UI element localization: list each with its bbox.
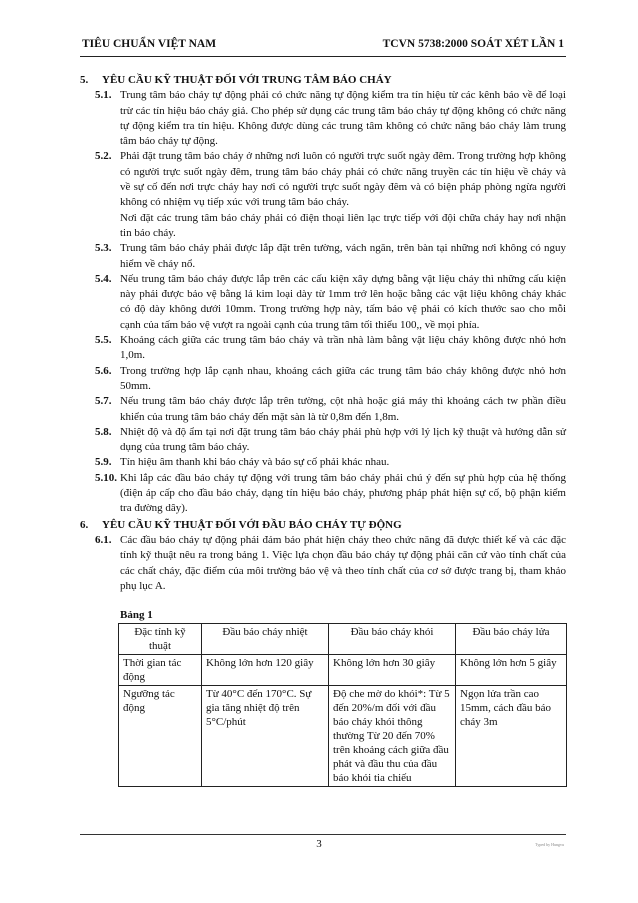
clause: 5.7. Nếu trung tâm báo cháy được lắp trên tường, cột nhà hoặc giá máy thì khoảng cách tw phần điều khiển của trung tâm báo cháy đến mặt sàn là từ 0,8m đến 1,8m.	[95, 395, 566, 423]
clause: 5.2. Phải đặt trung tâm báo cháy ở những nơi luôn có người trực suốt ngày đêm. Trong trường hợp không có người trực suốt ngày đêm, trung tâm báo cháy phải có chức năng truyền các tín hiệu về cháy và về sự cố đến nơi trực cháy hay nơi có người trực suốt ngày đêm và có biện pháp phòng ngừa người không có nhiệm vụ tiếp xúc với trung tâm báo cháy.	[95, 150, 566, 209]
section-heading: 5. YÊU CẦU KỸ THUẬT ĐỐI VỚI TRUNG TÂM BÁO CHÁY	[80, 74, 392, 86]
table-cell: Không lớn hơn 120 giây	[202, 655, 329, 686]
document-body	[80, 72, 566, 787]
table-title: Bảng 1	[120, 609, 153, 622]
header-rule	[80, 56, 566, 57]
clause-continuation: Nơi đặt các trung tâm báo cháy phải có điện thoại liên lạc trực tiếp với đội chữa cháy hay nơi nhận tin báo cháy.	[120, 211, 566, 239]
table-cell: Từ 40°C đến 170°C. Sự gia tăng nhiệt độ trên 5°C/phút	[202, 686, 329, 787]
table-cell: Thời gian tác động	[119, 655, 202, 686]
typed-by-note: Typed by Hungvu	[535, 842, 564, 847]
clause: 5.6. Trong trường hợp lắp cạnh nhau, khoảng cách giữa các trung tâm báo cháy không được nhỏ hơn 50mm.	[95, 364, 566, 392]
table-cell: Không lớn hơn 5 giây	[456, 655, 567, 686]
table-header-cell: Đặc tính kỹ thuật	[119, 624, 202, 655]
table-header-cell: Đầu báo cháy lửa	[456, 624, 567, 655]
header-left: TIÊU CHUẨN VIỆT NAM	[82, 38, 217, 50]
clause: 5.9. Tín hiệu âm thanh khi báo cháy và báo sự cố phải khác nhau.	[95, 456, 390, 469]
table-row	[119, 655, 567, 686]
clause: 5.5. Khoảng cách giữa các trung tâm báo cháy và trần nhà làm bằng vật liệu cháy không được nhỏ hơn 1,0m.	[95, 334, 566, 362]
table-cell: Ngưỡng tác động	[119, 686, 202, 787]
clause: 5.8. Nhiệt độ và độ ẩm tại nơi đặt trung tâm báo cháy phải phù hợp với lý lịch kỹ thuật và hướng dẫn sử dụng của trung tâm báo cháy.	[95, 425, 566, 454]
page-header	[82, 38, 564, 54]
section-heading: 6. YÊU CẦU KỸ THUẬT ĐỐI VỚI ĐẦU BÁO CHÁY TỰ ĐỘNG	[80, 518, 402, 531]
clause: 5.1. Trung tâm báo cháy tự động phải có chức năng tự động kiểm tra tín hiệu từ các kênh báo về để loại trừ các tín hiệu báo cháy giả. Cho phép sử dụng các trung tâm báo cháy tự động không có chức năng tự động kiểm tra tín hiệu. Không được dùng các trung tâm không có chức năng báo cháy làm trung tâm báo cháy tự động.	[95, 89, 566, 148]
clause: 5.10. Khi lắp các đầu báo cháy tự động với trung tâm báo cháy phải chú ý đến sự phù hợp của hệ thống (điện áp cấp cho đầu báo cháy, dạng tín hiệu báo cháy, phương pháp phát hiện sự cố, bộ phận kiểm tra đường dây).	[95, 471, 566, 515]
table-header-cell: Đầu báo cháy nhiệt	[202, 624, 329, 655]
clause: 6.1. Các đầu báo cháy tự động phải đảm bảo phát hiện cháy theo chức năng đã được thiết kế và các đặc tính kỹ thuật nêu ra trong bảng 1. Việc lựa chọn đầu báo cháy tự động phải căn cứ vào tính chất của các chất cháy, đặc điểm của môi trường bảo vệ và theo tính chất của cơ sở được trang bị, tham khảo phụ lục A.	[95, 533, 566, 592]
page-number: 3	[316, 838, 322, 850]
header-right: TCVN 5738:2000 SOÁT XÉT LẦN 1	[382, 38, 564, 50]
table-cell: Ngọn lửa trần cao 15mm, cách đầu báo cháy 3m	[456, 686, 567, 787]
clause: 5.4. Nếu trung tâm báo cháy được lắp trên các cấu kiện xây dựng bằng vật liệu cháy thì những cấu kiện này phải được bảo vệ bằng lá kim loại dày từ 1mm trở lên hoặc bằng các vật liệu không cháy khác có độ dày không dưới 10mm. Trong trường hợp này, tấm bảo vệ phải có kích thước sao cho mỗi cạnh của tấm bảo vệ vượt ra ngoài cạnh của trung tâm tối thiểu 100,, về mọi phía.	[95, 272, 566, 331]
table-header-cell: Đầu báo cháy khói	[329, 624, 456, 655]
clause: 5.3. Trung tâm báo cháy phải được lắp đặt trên tường, vách ngăn, trên bàn tại những nơi không có nguy hiểm về cháy nổ.	[95, 242, 566, 270]
table-header-row	[119, 624, 567, 655]
table-cell: Độ che mờ do khói*: Từ 5 đến 20%/m đối với đầu báo cháy khói thông thường Từ 20 đến 70% trên khoảng cách giữa đầu phát và đầu thu của đầu báo khói tia chiếu	[329, 686, 456, 787]
spec-table	[118, 623, 567, 787]
footer-rule	[80, 834, 566, 835]
table-row	[119, 686, 567, 787]
table-cell: Không lớn hơn 30 giây	[329, 655, 456, 686]
